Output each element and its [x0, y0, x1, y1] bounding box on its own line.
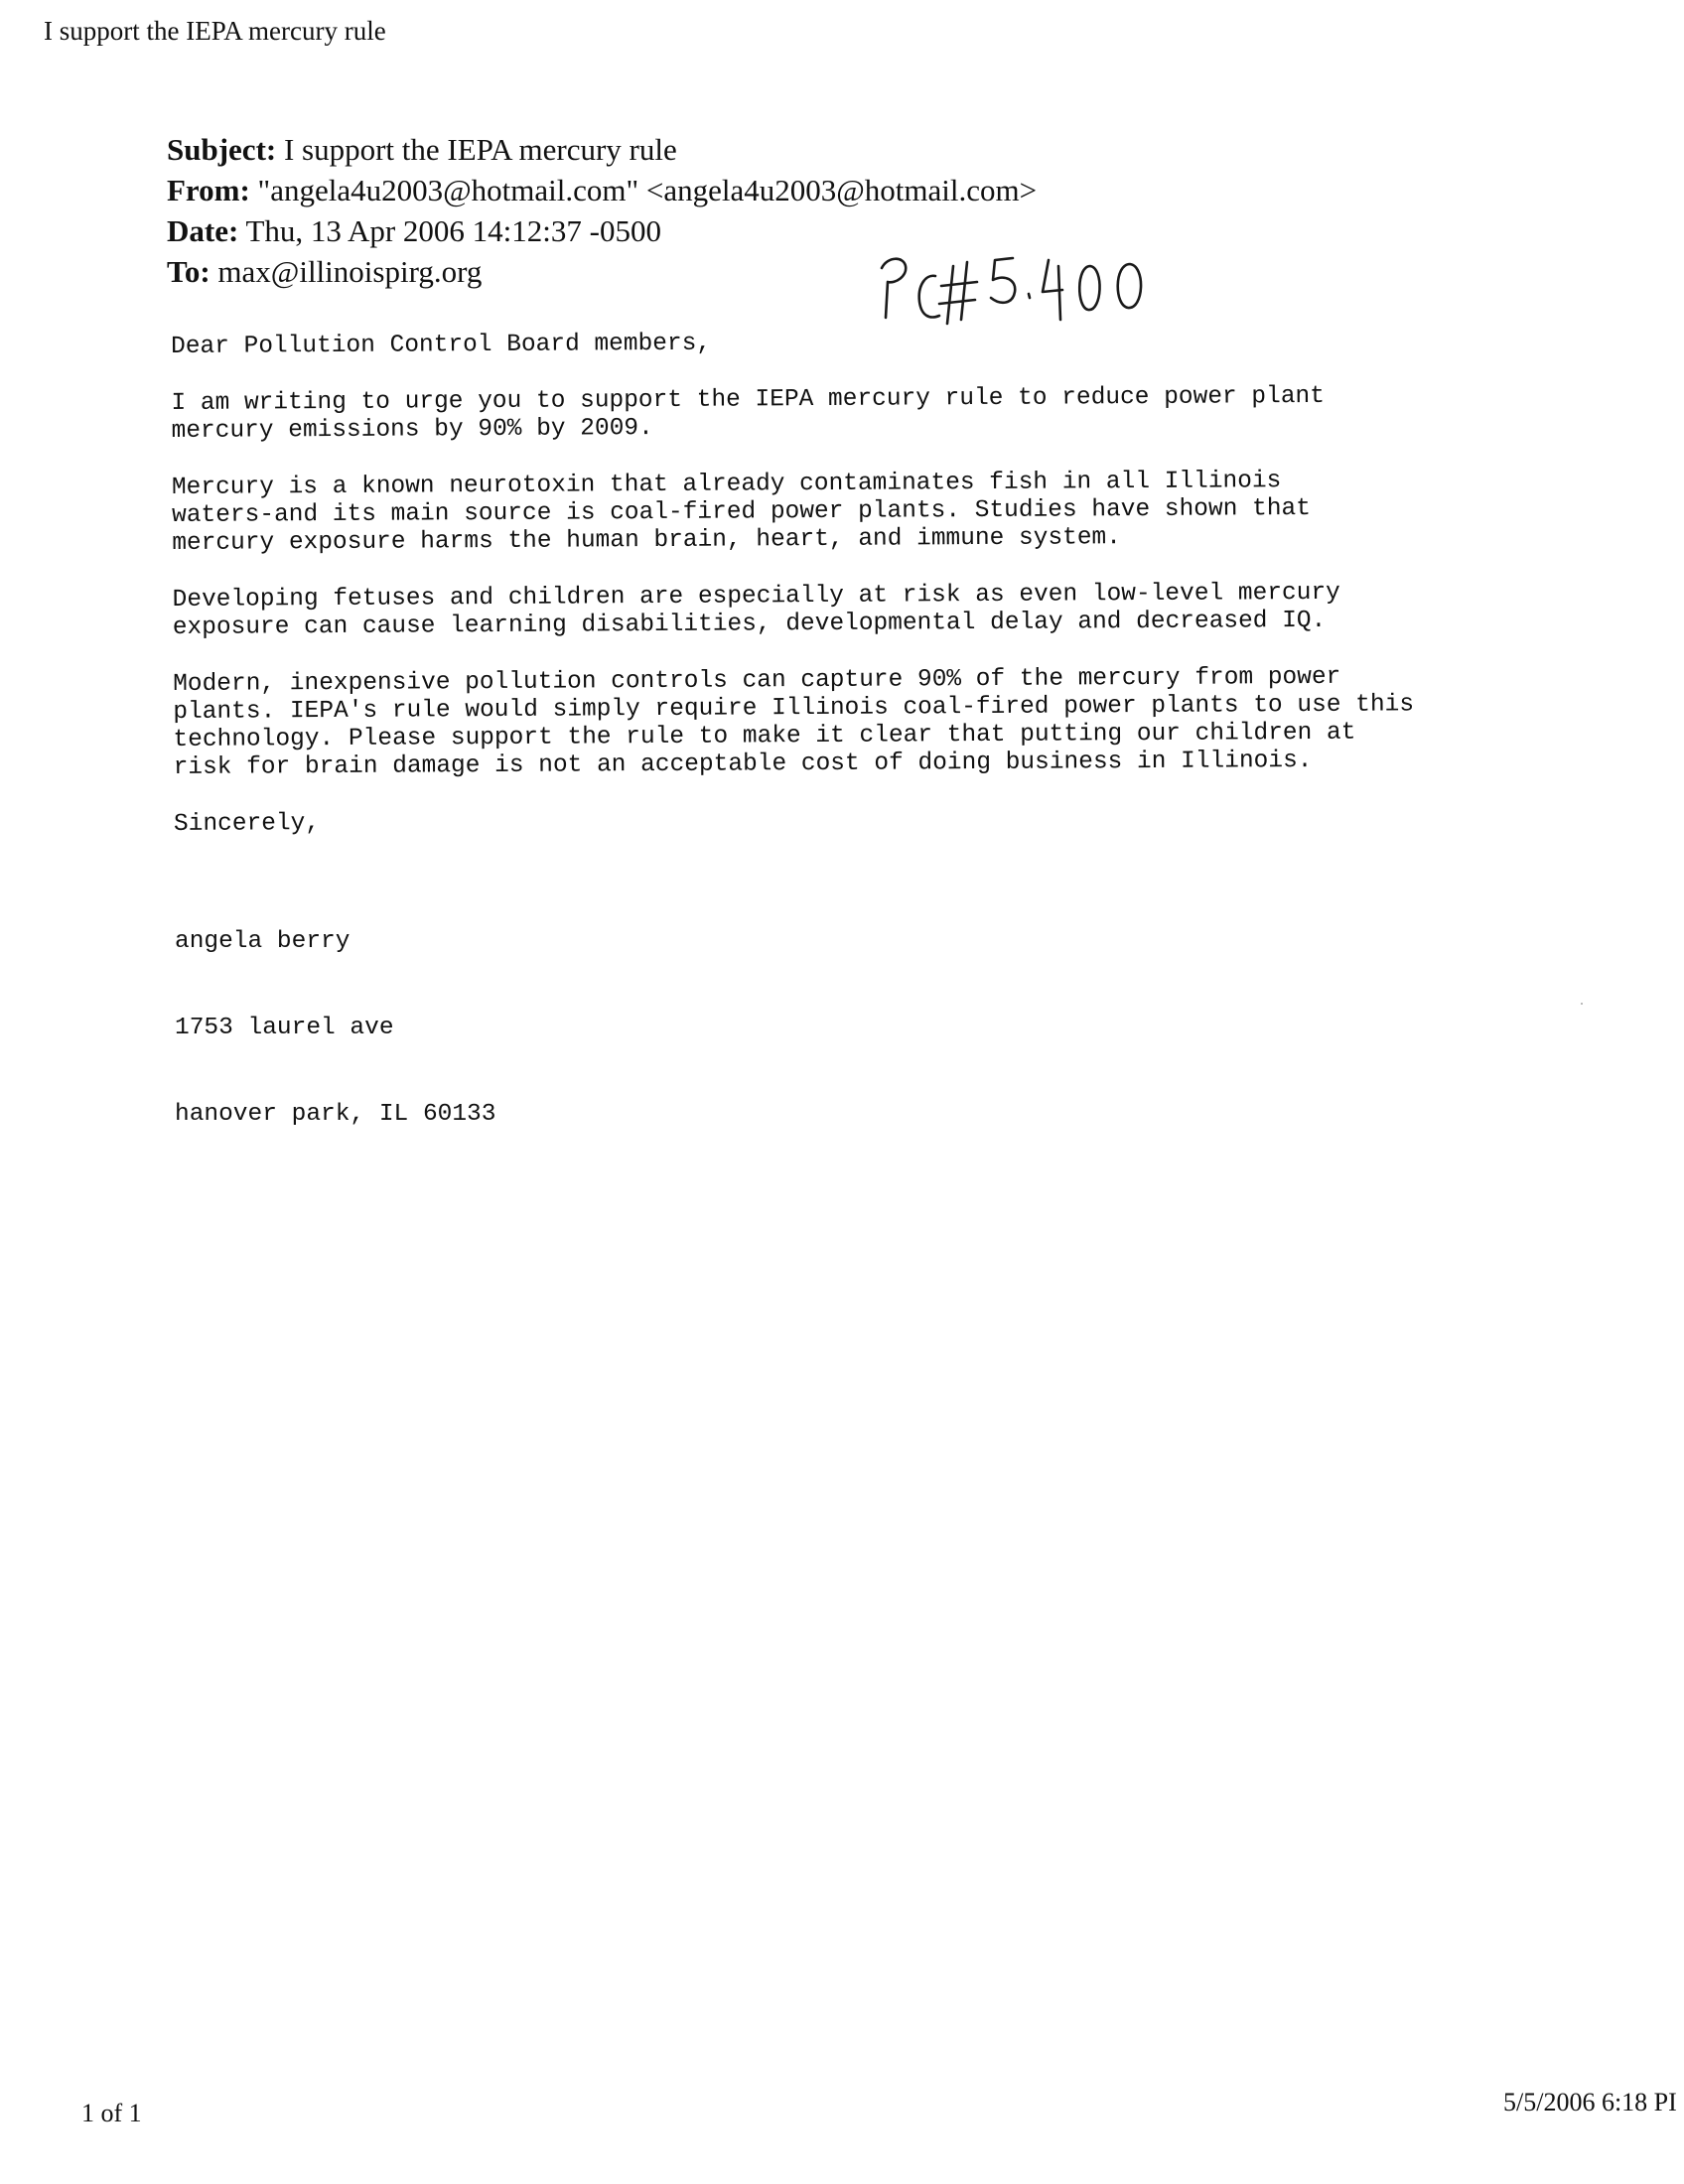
body-paragraph: Developing fetuses and children are especially at risk as even low-level mercury exposure can cause learning disabilities, developmental delay and decreased IQ.: [172, 579, 1340, 641]
running-header: I support the IEPA mercury rule: [44, 16, 386, 46]
print-timestamp: 5/5/2006 6:18 PI: [1503, 2088, 1677, 2116]
subject-label: Subject:: [167, 132, 277, 167]
from-value: "angela4u2003@hotmail.com" <angela4u2003@hotmail.com>: [257, 173, 1038, 207]
greeting: Dear Pollution Control Board members,: [171, 330, 712, 360]
signature-block: [175, 870, 495, 1158]
date-value: Thu, 13 Apr 2006 14:12:37 -0500: [245, 213, 661, 248]
page-number: 1 of 1: [81, 2099, 142, 2127]
scan-speck: [1581, 1003, 1583, 1005]
body-paragraph: Modern, inexpensive pollution controls can capture 90% of the mercury from power plants. IEPA's rule would simply require Illinois coal-fired power plants to use this technology. Please support the rule to make it clear that putting our children at risk for brain damage is not an acceptable cost of doing business in Illinois.: [173, 663, 1415, 781]
subject-row: [167, 129, 1037, 170]
closing: Sincerely,: [173, 810, 321, 838]
date-row: [167, 210, 1037, 251]
body-paragraph: Mercury is a known neurotoxin that already contaminates fish in all Illinois waters-and its main source is coal-fired power plants. Studies have shown that mercury exposure harms the human brain, heart, and immune system.: [171, 468, 1311, 557]
signature-name: angela berry: [175, 928, 351, 955]
from-label: From:: [167, 173, 250, 207]
from-row: [167, 170, 1037, 210]
to-value: max@illinoispirg.org: [217, 254, 483, 289]
signature-street: 1753 laurel ave: [175, 1015, 394, 1041]
signature-city: hanover park, IL 60133: [175, 1101, 496, 1128]
to-label: To:: [167, 254, 210, 289]
subject-value: I support the IEPA mercury rule: [283, 132, 677, 167]
email-body: [171, 326, 1415, 868]
body-paragraph: I am writing to urge you to support the IEPA mercury rule to reduce power plant mercury emissions by 90% by 2009.: [171, 382, 1325, 445]
date-label: Date:: [167, 213, 239, 248]
